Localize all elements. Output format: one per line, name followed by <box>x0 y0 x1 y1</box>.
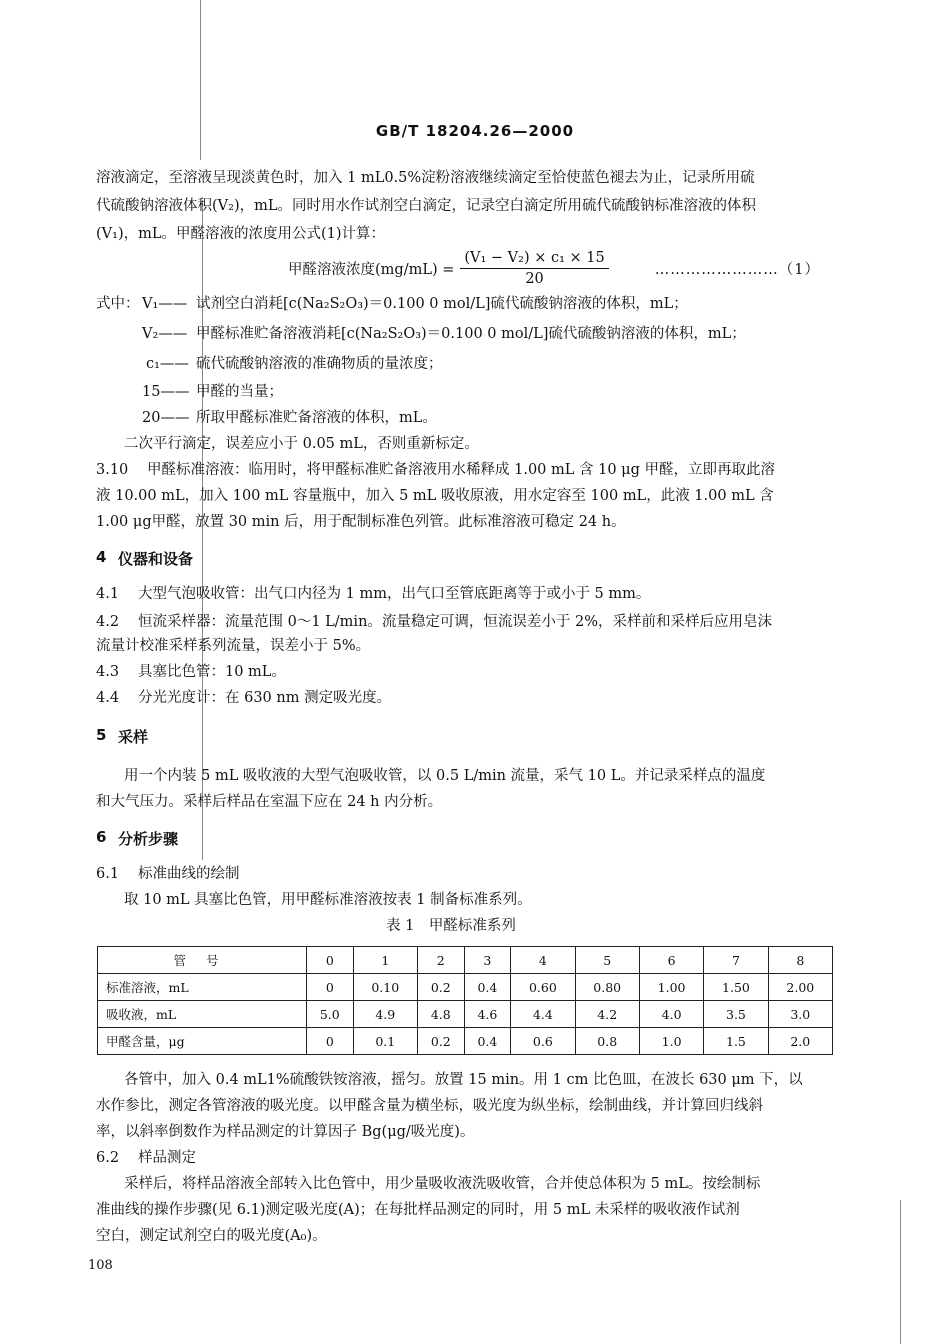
where-label: 式中： <box>96 296 140 312</box>
table-cell: 2.0 <box>768 1028 832 1055</box>
after-table-line-3: 率，以斜率倒数作为样品测定的计算因子 Bg(μg/吸光度)。 <box>96 1124 475 1140</box>
table-cell: 0.4 <box>464 974 511 1001</box>
table-header-cell: 7 <box>704 947 768 974</box>
table-cell: 3.0 <box>768 1001 832 1028</box>
table-row <box>98 1001 833 1028</box>
table-cell: 4.9 <box>353 1001 417 1028</box>
repeat-note: 二次平行滴定，误差应小于 0.05 mL，否则重新标定。 <box>124 436 479 452</box>
where-sym-5: 20—— <box>142 410 190 426</box>
table-cell: 0.60 <box>511 974 575 1001</box>
formula-fraction <box>460 248 608 289</box>
s4-number: 4 <box>96 548 107 566</box>
s4-2-line-2: 流量计校准采样系列流量，误差小于 5%。 <box>96 638 371 654</box>
s6-2-line-3: 空白，测定试剂空白的吸光度(A₀)。 <box>96 1228 327 1244</box>
table-header-cell: 2 <box>417 947 464 974</box>
table-row <box>98 974 833 1001</box>
formula-lhs: 甲醛溶液浓度(mg/mL) = <box>288 262 455 278</box>
s3-10-line-3: 1.00 μg甲醛，放置 30 min 后，用于配制标准色列管。此标准溶液可稳定 24 h。 <box>96 514 626 530</box>
after-table-line-2: 水作参比，测定各管溶液的吸光度。以甲醛含量为横坐标，吸光度为纵坐标，绘制曲线，并计算回归线斜 <box>96 1098 763 1114</box>
table-cell: 4.6 <box>464 1001 511 1028</box>
table-header-cell: 8 <box>768 947 832 974</box>
table-cell: 0.80 <box>575 974 639 1001</box>
s6-2-number: 6.2 <box>96 1150 120 1166</box>
table-cell: 5.0 <box>307 1001 354 1028</box>
table-cell: 0.8 <box>575 1028 639 1055</box>
s5-title: 采样 <box>118 728 149 746</box>
table-cell: 1.5 <box>704 1028 768 1055</box>
table-row <box>98 1028 833 1055</box>
s3-10-number: 3.10 <box>96 462 129 478</box>
table-header-row <box>98 947 833 974</box>
table-cell: 0 <box>307 1028 354 1055</box>
s4-2-number: 4.2 <box>96 614 120 630</box>
s6-title: 分析步骤 <box>118 830 179 848</box>
table-cell: 0.2 <box>417 974 464 1001</box>
formula-number: ……………………（1） <box>654 262 820 278</box>
table-cell: 4.4 <box>511 1001 575 1028</box>
table-cell: 0.1 <box>353 1028 417 1055</box>
s4-4-number: 4.4 <box>96 690 120 706</box>
table-header-cell: 6 <box>639 947 703 974</box>
s4-1-number: 4.1 <box>96 586 120 602</box>
where-desc-4: 甲醛的当量； <box>196 384 283 400</box>
page-number: 108 <box>88 1258 113 1273</box>
table-cell: 1.00 <box>639 974 703 1001</box>
table1-caption: 表 1 甲醛标准系列 <box>386 918 516 934</box>
table-header-cell: 0 <box>307 947 354 974</box>
s3-10-line-1: 甲醛标准溶液：临用时，将甲醛标准贮备溶液用水稀释成 1.00 mL 含 10 μg 甲醛，立即再取此溶 <box>147 462 775 478</box>
where-sym-1: V₁—— <box>142 296 188 312</box>
s4-3-text: 具塞比色管：10 mL。 <box>138 664 286 680</box>
table-cell: 2.00 <box>768 974 832 1001</box>
table-header-cell: 4 <box>511 947 575 974</box>
table-cell: 0.10 <box>353 974 417 1001</box>
s3-10-line-2: 液 10.00 mL，加入 100 mL 容量瓶中，加入 5 mL 吸收原液，用水定容至 100 mL，此液 1.00 mL 含 <box>96 488 774 504</box>
where-sym-2: V₂—— <box>142 326 188 342</box>
s5-number: 5 <box>96 726 107 744</box>
s6-1-title: 标准曲线的绘制 <box>138 866 240 882</box>
s6-number: 6 <box>96 828 107 846</box>
s6-1-number: 6.1 <box>96 866 120 882</box>
s4-1-text: 大型气泡吸收管：出气口内径为 1 mm，出气口至管底距离等于或小于 5 mm。 <box>138 586 651 602</box>
intro-line-1: 溶液滴定，至溶液呈现淡黄色时，加入 1 mL0.5%淀粉溶液继续滴定至恰使蓝色褪去为止，记录所用硫 <box>96 170 755 186</box>
s6-2-line-2: 准曲线的操作步骤(见 6.1)测定吸光度(A)；在每批样品测定的同时，用 5 mL 未采样的吸收液作试剂 <box>96 1202 740 1218</box>
where-desc-5: 所取甲醛标准贮备溶液的体积，mL。 <box>196 410 437 426</box>
s6-2-line-1: 采样后，将样品溶液全部转入比色管中，用少量吸收液洗吸收管，合并使总体积为 5 mL。按绘制标 <box>124 1176 761 1192</box>
table-cell: 1.0 <box>639 1028 703 1055</box>
formula-denominator: 20 <box>525 271 544 287</box>
intro-line-2: 代硫酸钠溶液体积(V₂)，mL。同时用水作试剂空白滴定，记录空白滴定所用硫代硫酸钠标准溶液的体积 <box>96 198 756 214</box>
s6-2-title: 样品测定 <box>138 1150 196 1166</box>
standard-series-table <box>97 946 833 1055</box>
where-desc-1: 试剂空白消耗[c(Na₂S₂O₃)＝0.100 0 mol/L]硫代硫酸钠溶液的体积，mL； <box>196 296 688 312</box>
table-cell: 0 <box>307 974 354 1001</box>
table-cell: 0.6 <box>511 1028 575 1055</box>
table-header-cell: 1 <box>353 947 417 974</box>
where-desc-3: 硫代硫酸钠溶液的准确物质的量浓度； <box>196 356 443 372</box>
table-header-cell: 管号 <box>98 947 307 974</box>
s4-title: 仪器和设备 <box>118 550 194 568</box>
scan-line-right <box>900 1200 901 1344</box>
table-row-label: 标准溶液，mL <box>98 974 307 1001</box>
table-cell: 0.2 <box>417 1028 464 1055</box>
intro-line-3: (V₁)，mL。甲醛溶液的浓度用公式(1)计算： <box>96 226 386 242</box>
s5-line-2: 和大气压力。采样后样品在室温下应在 24 h 内分析。 <box>96 794 443 810</box>
s6-1-intro: 取 10 mL 具塞比色管，用甲醛标准溶液按表 1 制备标准系列。 <box>124 892 532 908</box>
table-cell: 1.50 <box>704 974 768 1001</box>
where-desc-2: 甲醛标准贮备溶液消耗[c(Na₂S₂O₃)＝0.100 0 mol/L]硫代硫酸钠溶液的体积，mL； <box>196 326 746 342</box>
formula-numerator: (V₁ − V₂) × c₁ × 15 <box>460 248 608 269</box>
after-table-line-1: 各管中，加入 0.4 mL1%硫酸铁铵溶液，摇匀。放置 15 min。用 1 cm 比色皿，在波长 630 μm 下，以 <box>124 1072 803 1088</box>
table-cell: 4.8 <box>417 1001 464 1028</box>
table-cell: 0.4 <box>464 1028 511 1055</box>
table-header-cell: 3 <box>464 947 511 974</box>
s4-3-number: 4.3 <box>96 664 120 680</box>
where-sym-4: 15—— <box>142 384 190 400</box>
table-cell: 4.0 <box>639 1001 703 1028</box>
table-cell: 3.5 <box>704 1001 768 1028</box>
page-header: GB/T 18204.26—2000 <box>375 122 575 140</box>
s4-4-text: 分光光度计：在 630 nm 测定吸光度。 <box>138 690 392 706</box>
table-header-cell: 5 <box>575 947 639 974</box>
where-sym-3: c₁—— <box>146 356 189 372</box>
s4-2-line-1: 恒流采样器：流量范围 0～1 L/min。流量稳定可调，恒流误差小于 2%，采样前和采样后应用皂沫 <box>138 614 773 630</box>
s5-line-1: 用一个内装 5 mL 吸收液的大型气泡吸收管，以 0.5 L/min 流量，采气 10 L。并记录采样点的温度 <box>124 768 766 784</box>
formula <box>288 248 820 289</box>
table-cell: 4.2 <box>575 1001 639 1028</box>
table-row-label: 吸收液，mL <box>98 1001 307 1028</box>
table-row-label: 甲醛含量，μg <box>98 1028 307 1055</box>
